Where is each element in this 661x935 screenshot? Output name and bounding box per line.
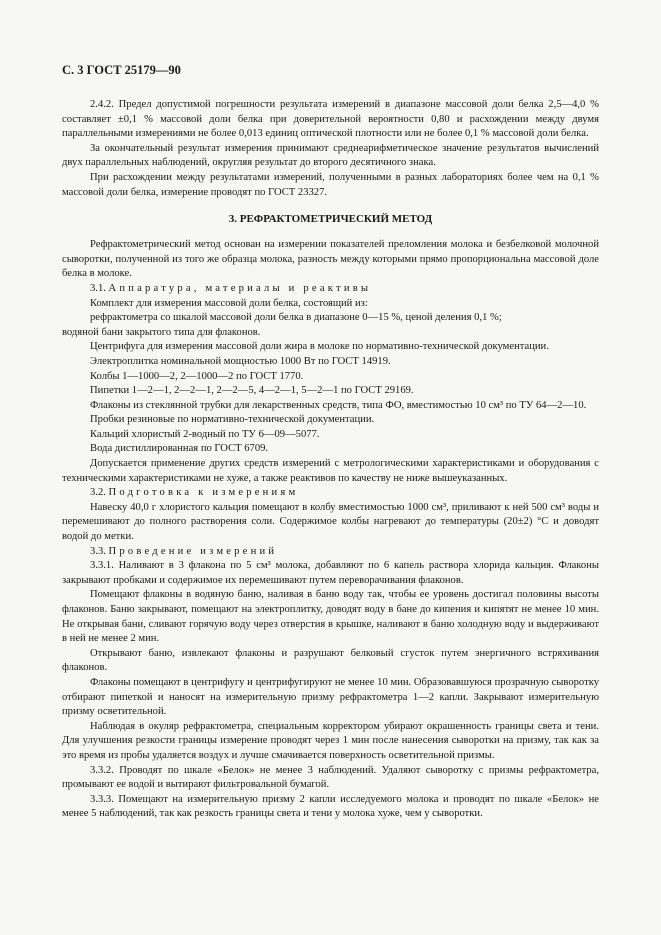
paragraph-bath: водяной бани закрытого типа для флаконов. <box>62 326 261 338</box>
heading-3-1 <box>62 282 599 297</box>
heading-3-1-title: Аппаратура, материалы и реактивы <box>108 282 372 294</box>
heading-3-2 <box>62 486 599 501</box>
heading-3-2-title: Подготовка к измерениям <box>108 487 299 499</box>
paragraph-eyepiece: Наблюдая в окуляр рефрактометра, специальным корректором убирают окрашенность границы света и тени. Для улучшения резкости границы измерение проводят через 1 мин после нанесения сыворотки на призму, так как за это время из пробы удаляется воздух и лучше смачивается поверхность осветительной призмы. <box>62 720 599 761</box>
paragraph-calcium: Кальций хлористый 2-водный по ТУ 6—09—5077. <box>90 428 320 440</box>
paragraph-stove: Электроплитка номинальной мощностью 1000 Вт по ГОСТ 14919. <box>90 355 391 367</box>
paragraph-3-3-3: 3.3.3. Помещают на измерительную призму 2 капли исследуемого молока и проводят по шкале «Белок» не менее 5 наблюдений, так как резкость границы света и тени у молока хуже, чем у сыворотки. <box>62 793 599 820</box>
paragraph-intro: Рефрактометрический метод основан на измерении показателей преломления молока и безбелковой молочной сыворотки, полученной из того же образца молока, разность между которыми прямо пропорциональна массовой доле белка в молоке. <box>62 239 599 280</box>
paragraph-centrifuge: Центрифуга для измерения массовой доли жира в молоке по нормативно-технической документации. <box>90 341 549 353</box>
paragraph-preparation: Навеску 40,0 г хлористого кальция помещают в колбу вместимостью 1000 см³, приливают к ней 500 см³ воды и перемешивают до полного растворения соли. Содержимое колбы нагревают до температуры (20±2) °С и доводят водой до метки. <box>62 501 599 543</box>
paragraph-refractometer: рефрактометра со шкалой массовой доли белка в диапазоне 0—15 %, ценой деления 0,1 %; <box>90 312 502 324</box>
heading-3-1-number: 3.1. <box>90 282 106 294</box>
paragraph-centrifugation: Флаконы помещают в центрифугу и центрифугируют не менее 10 мин. Образовавшуюся прозрачную сыворотку отбирают пипеткой и наносят на измерительную призму рефрактометра 1—2 капли. Закрывают измерительную призму осветительной. <box>62 676 599 718</box>
heading-3-3-title: Проведение измерений <box>108 545 278 557</box>
paragraph-water-bath: Помещают флаконы в водяную баню, наливая в баню воду так, чтобы ее уровень достигал половины высоты флаконов. Баню закрывают, помещают на электроплитку, доводят воду в бане до кипения и кипятят не менее 10 мин. Не открывая бани, сливают горячую воду через отверстия в крышке, наливают в баню холодную воду и выдерживают в ней не менее 2 мин. <box>62 589 599 645</box>
paragraph-3-3-2: 3.3.2. Проводят по шкале «Белок» не менее 3 наблюдений. Удаляют сыворотку с призмы рефрактометра, промывают ее водой и вытирают фильтровальной бумагой. <box>62 764 599 791</box>
paragraph-allowed: Допускается применение других средств измерений с метрологическими характеристиками и оборудования с техническими характеристиками не хуже, а также реактивов по качеству не ниже вышеуказанных. <box>62 458 599 484</box>
document-body <box>62 98 599 822</box>
paragraph-discrepancy: При расхождении между результатами измерений, полученными в разных лабораториях более чем на 0,1 % массовой доли белка, измерение проводят по ГОСТ 23327. <box>62 171 599 198</box>
paragraph-water: Вода дистиллированная по ГОСТ 6709. <box>90 443 269 455</box>
paragraph-final-result: За окончательный результат измерения принимают среднеарифметическое значение результатов вычислений двух параллельных наблюдений, округляя результат до второго десятичного знака. <box>62 142 599 169</box>
paragraph-pipettes: Пипетки 1—2—1, 2—2—1, 2—2—5, 4—2—1, 5—2—1 по ГОСТ 29169. <box>90 385 414 397</box>
paragraph-stoppers: Пробки резиновые по нормативно-технической документации. <box>90 414 375 426</box>
paragraph-flasks: Колбы 1—1000—2, 2—1000—2 по ГОСТ 1770. <box>90 370 304 382</box>
page-header: С. 3 ГОСТ 25179—90 <box>62 63 181 77</box>
paragraph-kit: Комплект для измерения массовой доли белка, состоящий из: <box>90 297 368 309</box>
heading-3-2-number: 3.2. <box>90 487 106 499</box>
section-title: 3. РЕФРАКТОМЕТРИЧЕСКИЙ МЕТОД <box>228 213 433 226</box>
paragraph-2-4-2: 2.4.2. Предел допустимой погрешности результата измерений в диапазоне массовой доли белка 2,5—4,0 % составляет ±0,1 % массовой доли белка при доверительной вероятности 0,80 и расхождении между двумя параллельными измерениями не более 0,013 единиц оптической плотности или не более 0,1 % массовой доли белка. <box>62 99 599 140</box>
paragraph-vials: Флаконы из стеклянной трубки для лекарственных средств, типа ФО, вместимостью 10 см³ по ТУ 64—2—10. <box>90 399 587 411</box>
paragraph-open-bath: Открывают баню, извлекают флаконы и разрушают белковый сгусток путем энергичного встряхивания флаконов. <box>62 647 599 674</box>
heading-3-3-number: 3.3. <box>90 545 106 557</box>
paragraph-3-3-1: 3.3.1. Наливают в 3 флакона по 5 см³ молока, добавляют по 6 капель раствора хлорида кальция. Флаконы закрывают пробками и содержимое их перемешивают путем переворачивания флаконов. <box>62 560 599 586</box>
heading-3-3 <box>62 545 599 560</box>
